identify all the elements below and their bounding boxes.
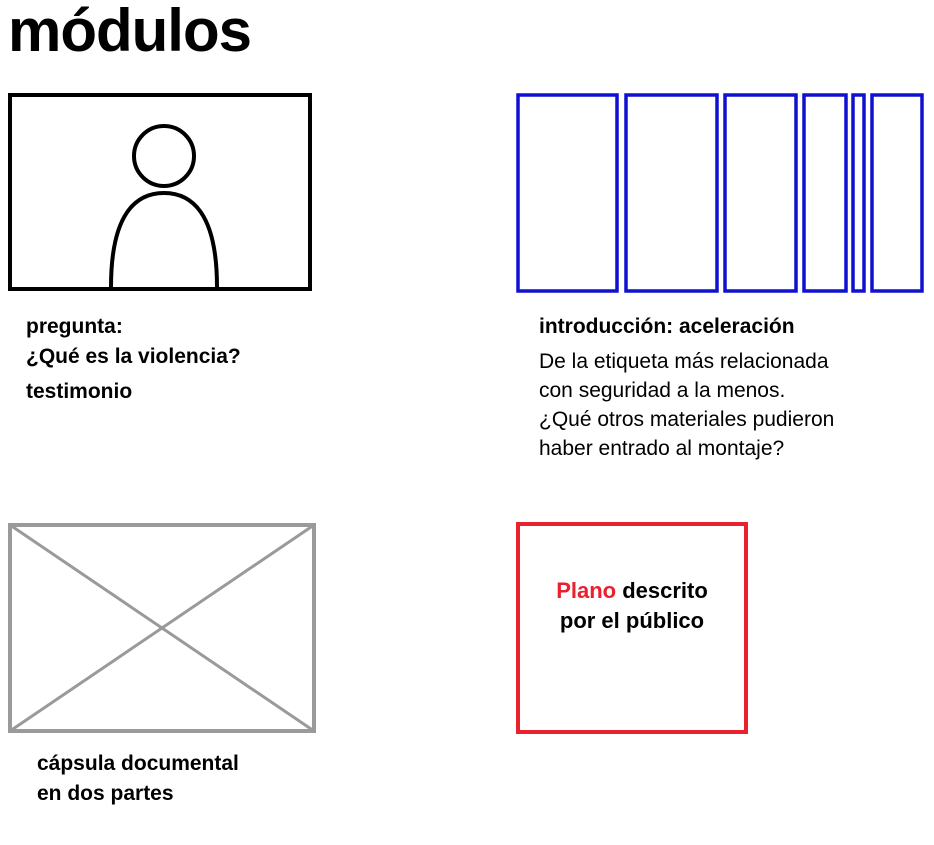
plano-caption xyxy=(556,576,708,636)
capsula-caption xyxy=(37,749,239,809)
introduccion-heading: introducción: aceleración xyxy=(539,315,795,338)
plano-accent-word: Plano xyxy=(556,578,617,603)
segment-3 xyxy=(725,95,796,291)
image-placeholder-icon xyxy=(8,523,316,733)
plano-frame xyxy=(516,522,748,734)
segments-icon xyxy=(516,93,924,293)
plano-line-2: por el público xyxy=(559,608,705,633)
capsula-line-2: en dos partes xyxy=(37,782,174,805)
aceleracion-frame xyxy=(516,93,924,293)
person-body xyxy=(111,193,217,287)
capsula-frame xyxy=(8,523,316,733)
segment-5 xyxy=(853,95,864,291)
pregunta-label: pregunta: xyxy=(26,315,123,338)
introduccion-description xyxy=(539,347,834,463)
plano-rest: descrito xyxy=(616,578,708,603)
page-title: módulos xyxy=(8,0,251,64)
pregunta-caption xyxy=(26,312,241,407)
desc-line-3: ¿Qué otros materiales pudieron xyxy=(539,408,835,431)
desc-line-2: con seguridad a la menos. xyxy=(539,379,786,402)
segment-6 xyxy=(872,95,922,291)
testimonio-frame xyxy=(8,93,312,291)
plano-line-1 xyxy=(556,576,708,606)
person-icon xyxy=(12,97,308,287)
pregunta-question: ¿Qué es la violencia? xyxy=(26,345,241,368)
segment-4 xyxy=(804,95,846,291)
person-head xyxy=(134,126,194,186)
segment-2 xyxy=(626,95,717,291)
desc-line-4: haber entrado al montaje? xyxy=(539,437,785,460)
segment-1 xyxy=(518,95,617,291)
capsula-line-1: cápsula documental xyxy=(37,752,239,775)
desc-line-1: De la etiqueta más relacionada xyxy=(539,350,829,373)
testimonio-label: testimonio xyxy=(26,380,133,403)
